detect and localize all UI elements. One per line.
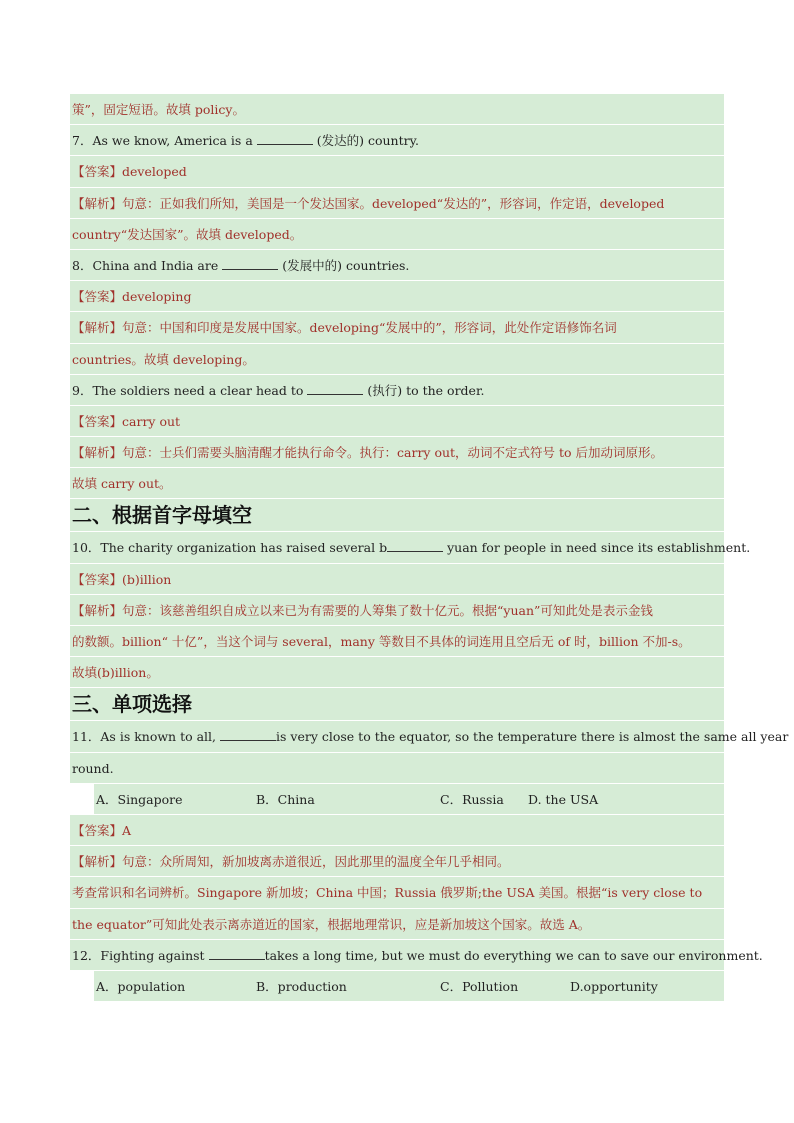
analysis-11-line2: 考查常识和名词辨析。Singapore 新加坡；China 中国；Russia 俄罗斯;the USA 美国。根据“is very close to <box>70 877 724 908</box>
answer-blank <box>220 728 276 741</box>
question-9 <box>70 375 724 406</box>
answer-tag: 【答案】 <box>72 822 123 838</box>
question-8 <box>70 250 724 281</box>
analysis-8-line2: countries。故填 developing。 <box>70 344 724 375</box>
answer-text: A <box>122 822 132 838</box>
analysis-10-line2: 的数额。billion“ 十亿”，当这个词与 several，many 等数目不具体的词连用且空后无 of 时，billion 不加-s。 <box>70 626 724 657</box>
answer-blank <box>209 947 265 960</box>
question-12 <box>70 940 763 971</box>
analysis-10-line3: 故填(b)illion。 <box>70 657 724 688</box>
question-text: (发展中的) countries. <box>282 257 410 273</box>
analysis-9-line2: 故填 carry out。 <box>70 468 724 499</box>
section-heading-2: 二、根据首字母填空 <box>70 499 724 532</box>
analysis-tag: 【解析】 <box>72 445 123 461</box>
answer-11 <box>70 815 724 846</box>
answer-text: developed <box>122 164 187 180</box>
question-11-line2: round. <box>70 753 724 784</box>
analysis-tag: 【解析】 <box>72 195 123 211</box>
analysis-text: 句意：众所周知，新加坡离赤道很近，因此那里的温度全年几乎相同。 <box>122 854 510 870</box>
section-heading-3: 三、单项选择 <box>70 688 724 721</box>
answer-tag: 【答案】 <box>72 289 123 305</box>
option-d: D.opportunity <box>570 978 658 994</box>
analysis-10 <box>70 595 724 626</box>
answer-7 <box>70 156 724 187</box>
answer-tag: 【答案】 <box>72 164 123 180</box>
analysis-8 <box>70 312 724 343</box>
option-c: C．Pollution <box>440 978 519 994</box>
option-c: C．Russia <box>440 791 504 807</box>
analysis-9 <box>70 437 724 468</box>
analysis-text: 句意：该慈善组织自成立以来已为有需要的人筹集了数十亿元。根据“yuan”可知此处是表示金钱 <box>122 602 653 618</box>
question-11 <box>70 721 789 752</box>
answer-blank <box>222 257 278 270</box>
question-text: 12．Fighting against <box>72 947 205 963</box>
answer-blank <box>387 539 443 552</box>
answer-8 <box>70 281 724 312</box>
option-a: A．population <box>96 978 186 994</box>
answer-blank <box>257 132 313 145</box>
analysis-7-line2: country“发达国家”。故填 developed。 <box>70 219 724 250</box>
option-d: D. the USA <box>528 791 599 807</box>
analysis-continued: 策”，固定短语。故填 policy。 <box>70 94 724 125</box>
question-text: is very close to the equator, so the temperature there is almost the same all year <box>276 729 789 745</box>
option-b: B．production <box>256 978 347 994</box>
analysis-7 <box>70 188 724 219</box>
analysis-tag: 【解析】 <box>72 602 123 618</box>
answer-blank <box>307 382 363 395</box>
question-text: (执行) to the order. <box>367 382 485 398</box>
indent-spacer <box>70 784 94 814</box>
question-12-options <box>70 971 724 1002</box>
answer-tag: 【答案】 <box>72 571 123 587</box>
question-text: (发达的) country. <box>316 133 419 149</box>
answer-9 <box>70 406 724 437</box>
question-text: yuan for people in need since its establishment. <box>447 540 751 556</box>
analysis-11 <box>70 846 724 877</box>
question-10 <box>70 532 751 563</box>
document-body <box>70 94 789 1002</box>
question-text: 11．As is known to all, <box>72 729 217 745</box>
analysis-tag: 【解析】 <box>72 854 123 870</box>
option-b: B．China <box>256 791 315 807</box>
question-text: 7．As we know, America is a <box>72 133 253 149</box>
answer-10 <box>70 564 724 595</box>
question-text: takes a long time, but we must do everything we can to save our environment. <box>264 947 763 963</box>
analysis-tag: 【解析】 <box>72 320 123 336</box>
analysis-text: 句意：正如我们所知，美国是一个发达国家。developed“发达的”，形容词，作定语，developed <box>122 195 665 211</box>
question-text: 8．China and India are <box>72 257 219 273</box>
answer-tag: 【答案】 <box>72 413 123 429</box>
analysis-text: 句意：士兵们需要头脑清醒才能执行命令。执行：carry out，动词不定式符号 to 后加动词原形。 <box>122 445 664 461</box>
analysis-text: 句意：中国和印度是发展中国家。developing“发展中的”，形容词，此处作定语修饰名词 <box>122 320 617 336</box>
question-text: 10．The charity organization has raised several b <box>72 540 388 556</box>
answer-text: (b)illion <box>122 571 172 587</box>
answer-text: carry out <box>122 413 181 429</box>
question-7 <box>70 125 724 156</box>
analysis-11-line3: the equator”可知此处表示离赤道近的国家，根据地理常识，应是新加坡这个国家。故选 A。 <box>70 909 724 940</box>
question-text: 9．The soldiers need a clear head to <box>72 382 304 398</box>
answer-text: developing <box>122 289 192 305</box>
option-a: A．Singapore <box>96 791 183 807</box>
indent-spacer <box>70 971 94 1001</box>
question-11-options <box>70 784 724 815</box>
